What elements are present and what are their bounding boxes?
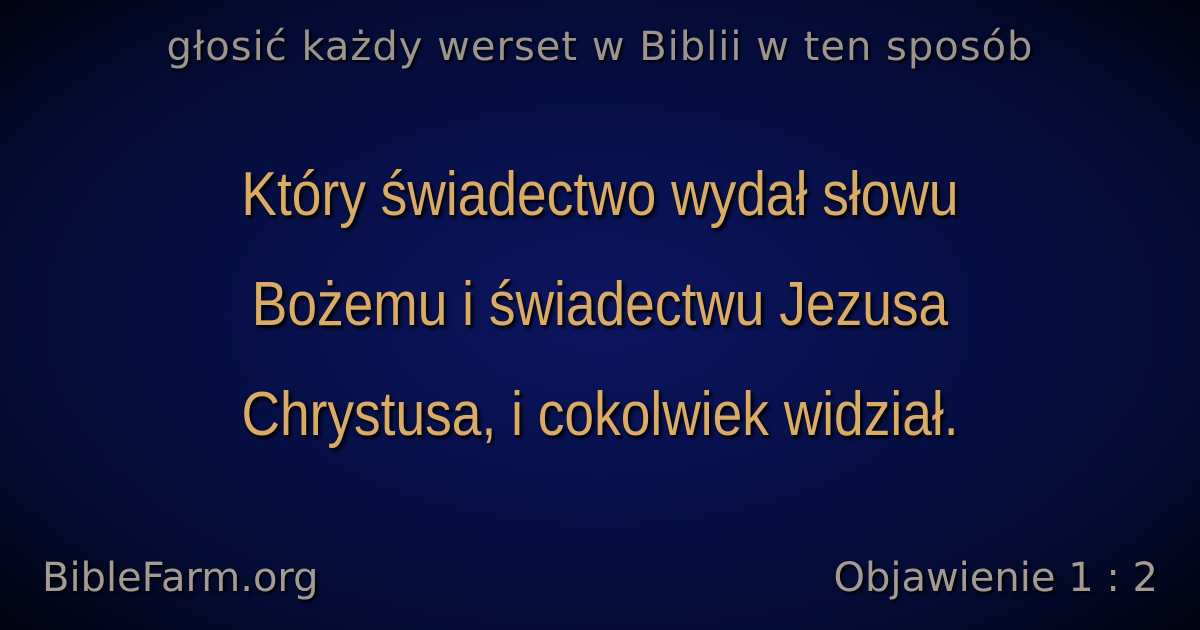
verse-line: Który świadectwo wydał słowu xyxy=(241,160,959,229)
tagline: głosić każdy werset w Biblii w ten sposób xyxy=(166,24,1034,70)
verse-reference: Objawienie 1 : 2 xyxy=(833,555,1158,601)
verse-line: Bożemu i świadectwu Jezusa xyxy=(251,270,949,339)
verse-text xyxy=(136,140,1065,470)
site-name: BibleFarm.org xyxy=(42,555,319,601)
verse-line: Chrystusa, i cokolwiek widział. xyxy=(241,380,959,449)
